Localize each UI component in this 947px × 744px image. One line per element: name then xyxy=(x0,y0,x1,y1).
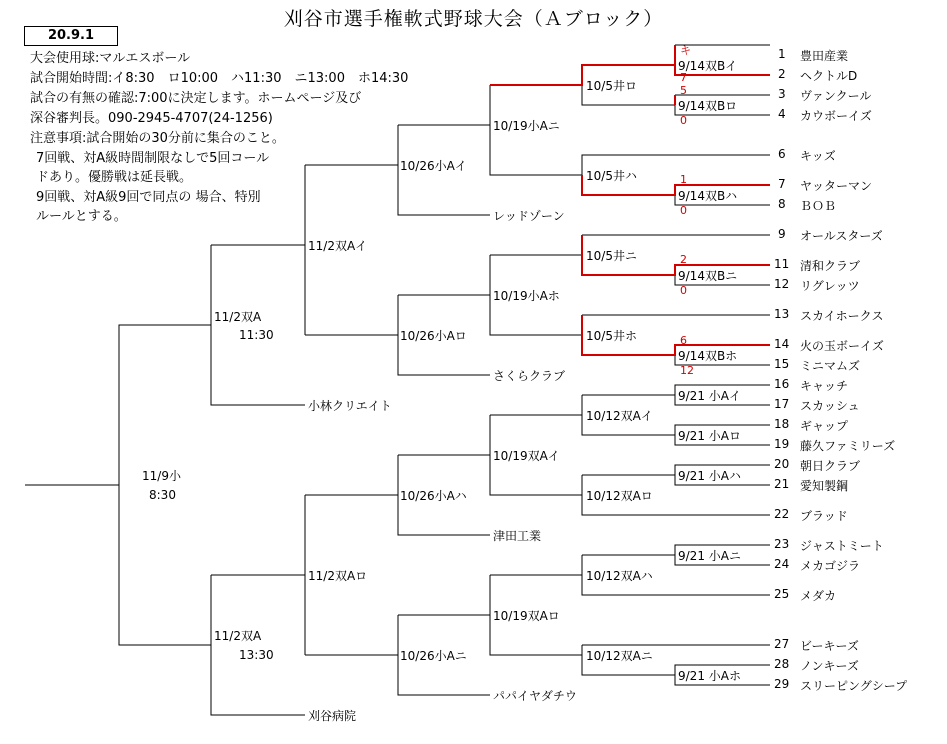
team-name: 火の玉ボーイズ xyxy=(800,339,884,353)
team-name: メカゴジラ xyxy=(800,559,861,573)
team-name: ヘクトルD xyxy=(800,69,858,83)
team-name: ミニマムズ xyxy=(800,359,861,373)
game-label: 10/12双Aイ xyxy=(586,409,653,423)
game-label: 9/14双Bイ xyxy=(678,59,738,73)
game-label: 9/21 小Aハ xyxy=(678,469,741,483)
page-title: 刈谷市選手権軟式野球大会（Ａブロック） xyxy=(283,8,664,30)
team-no: 16 xyxy=(774,377,790,391)
team-name: リグレッツ xyxy=(800,279,860,293)
team-no: 13 xyxy=(774,307,790,321)
game-label: 10/5井ロ xyxy=(586,79,637,93)
game-label: 10/12双Aロ xyxy=(586,489,653,503)
game-label: 10/26小Aイ xyxy=(400,159,467,173)
team-name: ノンキーズ xyxy=(800,659,859,673)
game-time: 13:30 xyxy=(239,648,274,662)
game-label: 10/5井ニ xyxy=(586,249,637,263)
team-no: 14 xyxy=(774,337,790,351)
game-label: 11/2双Aロ xyxy=(308,569,368,583)
team-no: 29 xyxy=(774,677,790,691)
team-no: 7 xyxy=(778,177,786,191)
score: 7 xyxy=(680,71,687,84)
team-no: 27 xyxy=(774,637,790,651)
team-name: 藤久ファミリーズ xyxy=(800,439,896,453)
team-no: 18 xyxy=(774,417,790,431)
score: 2 xyxy=(680,253,687,266)
team-no: 12 xyxy=(774,277,790,291)
team-name: ブラッド xyxy=(800,509,848,523)
game-label: 9/21 小Aホ xyxy=(678,669,741,683)
note-line: 大会使用球:マルエスボール xyxy=(30,51,191,66)
score: 0 xyxy=(680,114,687,127)
team-name: 朝日クラブ xyxy=(800,459,861,473)
team-no: 3 xyxy=(778,87,786,101)
game-label: 10/12双Aハ xyxy=(586,569,653,583)
date-box: 20.9.1 xyxy=(24,26,118,46)
game-label: 9/21 小Aイ xyxy=(678,389,741,403)
score: 6 xyxy=(680,334,687,347)
team-no: 23 xyxy=(774,537,790,551)
game-label: 10/12双Aニ xyxy=(586,649,653,663)
team-no: 15 xyxy=(774,357,790,371)
seed-team: さくらクラブ xyxy=(493,369,566,383)
note-line: 試合の有無の確認:7:00に決定します。ホームページ及び xyxy=(30,91,362,106)
team-name: 愛知製鋼 xyxy=(800,479,849,493)
game-label: 10/5井ホ xyxy=(586,329,637,343)
game-label: 9/21 小Aニ xyxy=(678,549,741,563)
game-label: 11/2双Aイ xyxy=(308,239,368,253)
team-no: 20 xyxy=(774,457,790,471)
team-no: 22 xyxy=(774,507,790,521)
team-name: ギャップ xyxy=(800,419,849,433)
game-label: 10/19小Aニ xyxy=(493,119,560,133)
note-line: ルールとする。 xyxy=(36,209,127,224)
team-no: 4 xyxy=(778,107,786,121)
seed-team: パパイヤダチウ xyxy=(493,689,577,703)
final-time: 8:30 xyxy=(149,488,176,502)
game-label: 11/2双A xyxy=(214,629,262,643)
team-name: メダカ xyxy=(800,589,837,603)
game-label: 11/2双A xyxy=(214,310,262,324)
team-no: 1 xyxy=(778,47,786,61)
score: 5 xyxy=(680,84,687,97)
seed-team: 刈谷病院 xyxy=(308,709,357,723)
team-no: 6 xyxy=(778,147,786,161)
team-no: 11 xyxy=(774,257,790,271)
game-label: 9/14双Bニ xyxy=(678,269,738,283)
team-no: 25 xyxy=(774,587,790,601)
final-label: 11/9小 xyxy=(142,469,181,483)
team-no: 2 xyxy=(778,67,786,81)
game-label: 9/14双Bホ xyxy=(678,349,738,363)
team-name: スカイホークス xyxy=(800,309,884,323)
team-name: スカッシュ xyxy=(800,399,860,413)
team-no: 8 xyxy=(778,197,786,211)
score: 0 xyxy=(680,204,687,217)
note-line: 9回戦、対A級9回で同点の 場合、特別 xyxy=(36,190,261,205)
team-name: ＢＯＢ xyxy=(800,199,837,213)
game-label: 10/5井ハ xyxy=(586,169,637,183)
score: 0 xyxy=(680,284,687,297)
note-line: 注意事項:試合開始の30分前に集合のこと。 xyxy=(30,131,285,146)
score: 12 xyxy=(680,364,694,377)
game-label: 9/21 小Aロ xyxy=(678,429,741,443)
note-line: 試合開始時間:イ8:30 ロ10:00 ハ11:30 ニ13:00 ホ14:30 xyxy=(30,71,409,86)
team-name: キャッチ xyxy=(800,379,849,393)
game-label: 10/19双Aイ xyxy=(493,449,560,463)
seed-team: 津田工業 xyxy=(493,529,542,543)
score: キ xyxy=(680,44,691,57)
team-name: ジャストミート xyxy=(800,539,884,553)
team-no: 17 xyxy=(774,397,790,411)
team-name: 清和クラブ xyxy=(800,259,861,273)
team-name: スリーピングシープ xyxy=(800,679,908,693)
game-label: 10/19双Aロ xyxy=(493,609,560,623)
note-line: ドあり。優勝戦は延長戦。 xyxy=(36,170,193,185)
team-name: オールスターズ xyxy=(800,229,883,243)
team-name: キッズ xyxy=(800,149,836,163)
team-no: 24 xyxy=(774,557,790,571)
team-no: 21 xyxy=(774,477,790,491)
game-label: 10/26小Aハ xyxy=(400,489,467,503)
note-line: 7回戦、対A級時間制限なしで5回コール xyxy=(36,151,270,166)
score: 1 xyxy=(680,173,687,186)
team-name: ビーキーズ xyxy=(800,639,859,653)
seed-team: 小林クリエイト xyxy=(308,399,392,413)
team-no: 9 xyxy=(778,227,786,241)
team-name: 豊田産業 xyxy=(800,49,849,63)
game-label: 9/14双Bハ xyxy=(678,189,738,203)
game-label: 9/14双Bロ xyxy=(678,99,738,113)
game-label: 10/26小Aロ xyxy=(400,329,467,343)
team-name: ヴァンクール xyxy=(800,89,872,103)
note-line: 深谷審判長。090-2945-4707(24-1256) xyxy=(30,111,273,126)
team-name: ヤッターマン xyxy=(800,179,873,193)
seed-team: レッドゾーン xyxy=(493,209,565,223)
team-name: カウボーイズ xyxy=(800,109,872,123)
team-no: 28 xyxy=(774,657,790,671)
game-label: 10/19小Aホ xyxy=(493,289,560,303)
game-time: 11:30 xyxy=(239,328,274,342)
game-label: 10/26小Aニ xyxy=(400,649,467,663)
team-no: 19 xyxy=(774,437,790,451)
